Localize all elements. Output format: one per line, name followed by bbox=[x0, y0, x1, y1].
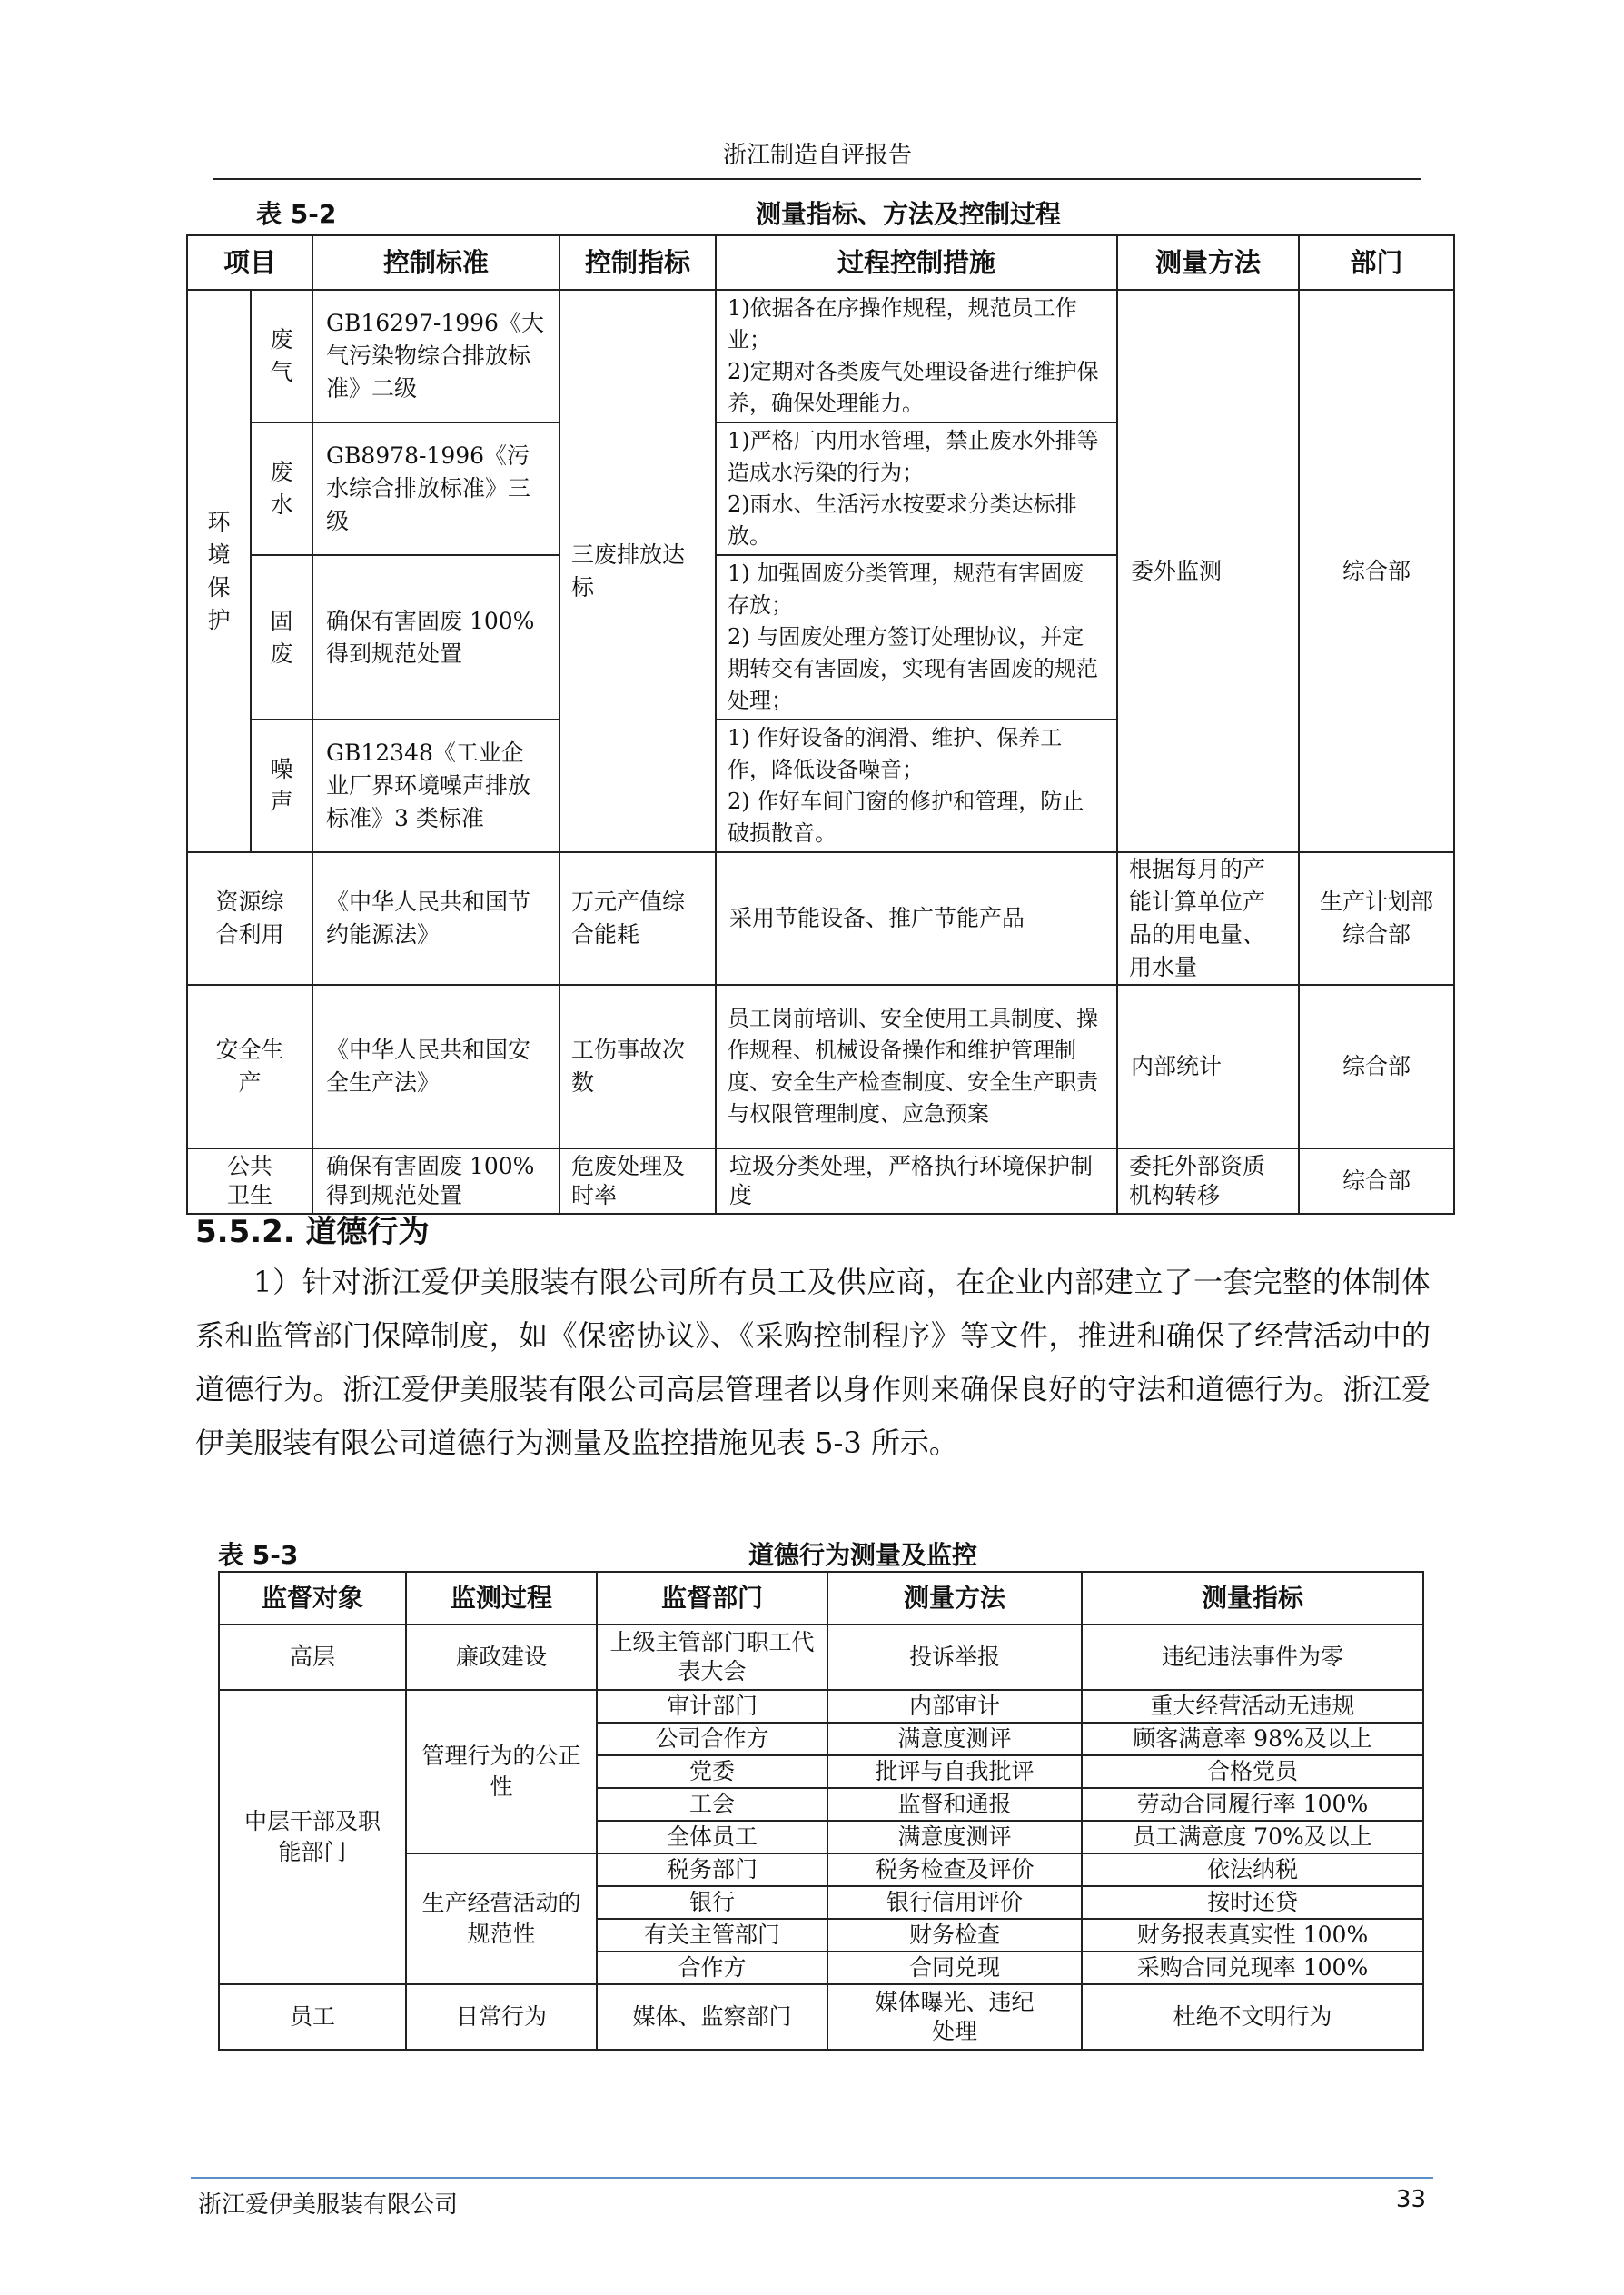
dept-cell: 综合部 bbox=[1299, 1148, 1454, 1214]
dept-cell: 生产计划部 综合部 bbox=[1299, 852, 1454, 985]
sub-item-cell: 固废 bbox=[251, 555, 312, 720]
object-cell: 员工 bbox=[219, 1984, 406, 2050]
dept-cell: 全体员工 bbox=[597, 1821, 827, 1853]
indicator-cell: 危废处理及时率 bbox=[559, 1148, 716, 1214]
sub-item-cell: 废气 bbox=[251, 290, 312, 422]
indicator-cell: 员工满意度 70%及以上 bbox=[1082, 1821, 1423, 1853]
object-cell: 中层干部及职能部门 bbox=[219, 1690, 406, 1984]
dept-cell: 工会 bbox=[597, 1788, 827, 1821]
measure-line: 2) 与固废处理方签订处理协议，并定期转交有害固废，实现有害固废的规范处理； bbox=[728, 624, 1099, 713]
measures-cell: 垃圾分类处理，严格执行环境保护制度 bbox=[716, 1148, 1117, 1214]
measures-cell: 员工岗前培训、安全使用工具制度、操作规程、机械设备操作和维护管理制度、安全生产检查制度、安全生产职责与权限管理制度、应急预案 bbox=[716, 985, 1117, 1148]
project-cell: 公共卫生 bbox=[187, 1148, 312, 1214]
indicator-cell: 按时还贷 bbox=[1082, 1886, 1423, 1919]
method-cell: 满意度测评 bbox=[827, 1723, 1082, 1755]
method-cell: 委托外部资质机构转移 bbox=[1117, 1148, 1299, 1214]
dept-cell: 综合部 bbox=[1299, 290, 1454, 852]
method-cell: 财务检查 bbox=[827, 1919, 1082, 1952]
table-5-3-title: 道德行为测量及监控 bbox=[748, 1540, 977, 1570]
column-header: 控制标准 bbox=[312, 235, 559, 290]
method-cell: 内部审计 bbox=[827, 1690, 1082, 1723]
table-5-2 bbox=[186, 234, 1455, 1215]
table-row bbox=[219, 1690, 1423, 1723]
indicator-cell: 财务报表真实性 100% bbox=[1082, 1919, 1423, 1952]
measures-cell: 采用节能设备、推广节能产品 bbox=[716, 852, 1117, 985]
measure-line: 1) 加强固废分类管理，规范有害固废存放； bbox=[728, 561, 1084, 618]
process-cell: 管理行为的公正性 bbox=[406, 1690, 597, 1853]
table-5-3 bbox=[218, 1571, 1424, 2051]
indicator-cell: 违纪违法事件为零 bbox=[1082, 1624, 1423, 1690]
indicator-cell: 依法纳税 bbox=[1082, 1853, 1423, 1886]
standard-cell: 《中华人民共和国节约能源法》 bbox=[312, 852, 559, 985]
dept-cell: 有关主管部门 bbox=[597, 1919, 827, 1952]
standard-cell: 确保有害固废 100%得到规范处置 bbox=[312, 555, 559, 720]
measures-cell bbox=[716, 555, 1117, 720]
dept-cell: 综合部 bbox=[1299, 985, 1454, 1148]
column-header: 监督对象 bbox=[219, 1572, 406, 1624]
column-header: 测量方法 bbox=[1117, 235, 1299, 290]
method-cell: 满意度测评 bbox=[827, 1821, 1082, 1853]
method-cell: 批评与自我批评 bbox=[827, 1755, 1082, 1788]
measure-line: 2) 作好车间门窗的修护和管理，防止破损散音。 bbox=[728, 789, 1084, 846]
standard-cell: GB8978-1996《污水综合排放标准》三级 bbox=[312, 422, 559, 555]
table-row bbox=[187, 985, 1454, 1148]
indicator-cell: 采购合同兑现率 100% bbox=[1082, 1952, 1423, 1984]
body-paragraph: 1）针对浙江爱伊美服装有限公司所有员工及供应商，在企业内部建立了一套完整的体制体系和监管部门保障制度，如《保密协议》、《采购控制程序》等文件，推进和确保了经营活动中的道德行为。浙江爱伊美服装有限公司高层管理者以身作则来确保良好的守法和道德行为。浙江爱伊美服装有限公司道德行为测量及监控措施见表 5-3 所示。 bbox=[195, 1265, 1431, 1460]
column-header: 测量指标 bbox=[1082, 1572, 1423, 1624]
measure-line: 1)依据各在序操作规程，规范员工作业； bbox=[728, 295, 1077, 353]
footer-rule bbox=[191, 2177, 1433, 2179]
table-5-3-label: 表 5-3 bbox=[218, 1540, 299, 1570]
column-header: 部门 bbox=[1299, 235, 1454, 290]
section-heading: 5.5.2. 道德行为 bbox=[195, 1214, 430, 1250]
dept-cell: 媒体、监察部门 bbox=[597, 1984, 827, 2050]
measures-cell bbox=[716, 422, 1117, 555]
running-header: 浙江制造自评报告 bbox=[722, 142, 912, 169]
column-header: 控制指标 bbox=[559, 235, 716, 290]
indicator-cell: 顾客满意率 98%及以上 bbox=[1082, 1723, 1423, 1755]
method-cell: 投诉举报 bbox=[827, 1624, 1082, 1690]
dept-cell: 党委 bbox=[597, 1755, 827, 1788]
measure-line: 1) 作好设备的润滑、维护、保养工作，降低设备噪音； bbox=[728, 725, 1063, 782]
standard-cell: GB12348《工业企业厂界环境噪声排放标准》3 类标准 bbox=[312, 720, 559, 852]
indicator-cell: 杜绝不文明行为 bbox=[1082, 1984, 1423, 2050]
method-cell: 税务检查及评价 bbox=[827, 1853, 1082, 1886]
process-cell: 生产经营活动的规范性 bbox=[406, 1853, 597, 1984]
measure-line: 2)定期对各类废气处理设备进行维护保养，确保处理能力。 bbox=[728, 359, 1099, 416]
dept-cell: 银行 bbox=[597, 1886, 827, 1919]
object-cell: 高层 bbox=[219, 1624, 406, 1690]
project-cell: 安全生产 bbox=[187, 985, 312, 1148]
env-project-cell: 环境保护 bbox=[187, 290, 251, 852]
table-header-row bbox=[219, 1572, 1423, 1624]
header-rule bbox=[213, 178, 1421, 180]
indicator-cell: 重大经营活动无违规 bbox=[1082, 1690, 1423, 1723]
method-cell: 根据每月的产能计算单位产品的用电量、用水量 bbox=[1117, 852, 1299, 985]
measures-cell bbox=[716, 720, 1117, 852]
indicator-cell: 三废排放达标 bbox=[559, 290, 716, 852]
process-cell: 日常行为 bbox=[406, 1984, 597, 2050]
indicator-cell: 工伤事故次数 bbox=[559, 985, 716, 1148]
indicator-cell: 劳动合同履行率 100% bbox=[1082, 1788, 1423, 1821]
measure-line: 2)雨水、生活污水按要求分类达标排放。 bbox=[728, 492, 1077, 549]
method-cell: 监督和通报 bbox=[827, 1788, 1082, 1821]
measures-cell bbox=[716, 290, 1117, 422]
process-cell: 廉政建设 bbox=[406, 1624, 597, 1690]
method-cell: 内部统计 bbox=[1117, 985, 1299, 1148]
table-row bbox=[187, 290, 1454, 422]
sub-item-cell: 噪声 bbox=[251, 720, 312, 852]
dept-cell: 审计部门 bbox=[597, 1690, 827, 1723]
table-row bbox=[187, 1148, 1454, 1214]
standard-cell: 确保有害固废 100%得到规范处置 bbox=[312, 1148, 559, 1214]
footer-company: 浙江爱伊美服装有限公司 bbox=[198, 2191, 459, 2219]
dept-cell: 上级主管部门职工代表大会 bbox=[597, 1624, 827, 1690]
sub-item-cell: 废水 bbox=[251, 422, 312, 555]
table-row bbox=[187, 852, 1454, 985]
table-header-row bbox=[187, 235, 1454, 290]
project-cell: 资源综合利用 bbox=[187, 852, 312, 985]
table-5-2-label: 表 5-2 bbox=[256, 199, 337, 229]
method-cell: 银行信用评价 bbox=[827, 1886, 1082, 1919]
column-header: 监督部门 bbox=[597, 1572, 827, 1624]
column-header: 监测过程 bbox=[406, 1572, 597, 1624]
method-cell: 媒体曝光、违纪处理 bbox=[827, 1984, 1082, 2050]
table-5-2-title: 测量指标、方法及控制过程 bbox=[755, 199, 1061, 229]
column-header: 过程控制措施 bbox=[716, 235, 1117, 290]
dept-cell: 公司合作方 bbox=[597, 1723, 827, 1755]
measure-line: 1)严格厂内用水管理，禁止废水外排等造成水污染的行为； bbox=[728, 428, 1099, 485]
table-row bbox=[219, 1624, 1423, 1690]
column-header: 项目 bbox=[187, 235, 312, 290]
table-row bbox=[219, 1984, 1423, 2050]
dept-cell: 税务部门 bbox=[597, 1853, 827, 1886]
page-number: 33 bbox=[1395, 2186, 1426, 2213]
standard-cell: 《中华人民共和国安全生产法》 bbox=[312, 985, 559, 1148]
column-header: 测量方法 bbox=[827, 1572, 1082, 1624]
indicator-cell: 万元产值综合能耗 bbox=[559, 852, 716, 985]
method-cell: 合同兑现 bbox=[827, 1952, 1082, 1984]
standard-cell: GB16297-1996《大气污染物综合排放标准》二级 bbox=[312, 290, 559, 422]
method-cell: 委外监测 bbox=[1117, 290, 1299, 852]
indicator-cell: 合格党员 bbox=[1082, 1755, 1423, 1788]
dept-cell: 合作方 bbox=[597, 1952, 827, 1984]
